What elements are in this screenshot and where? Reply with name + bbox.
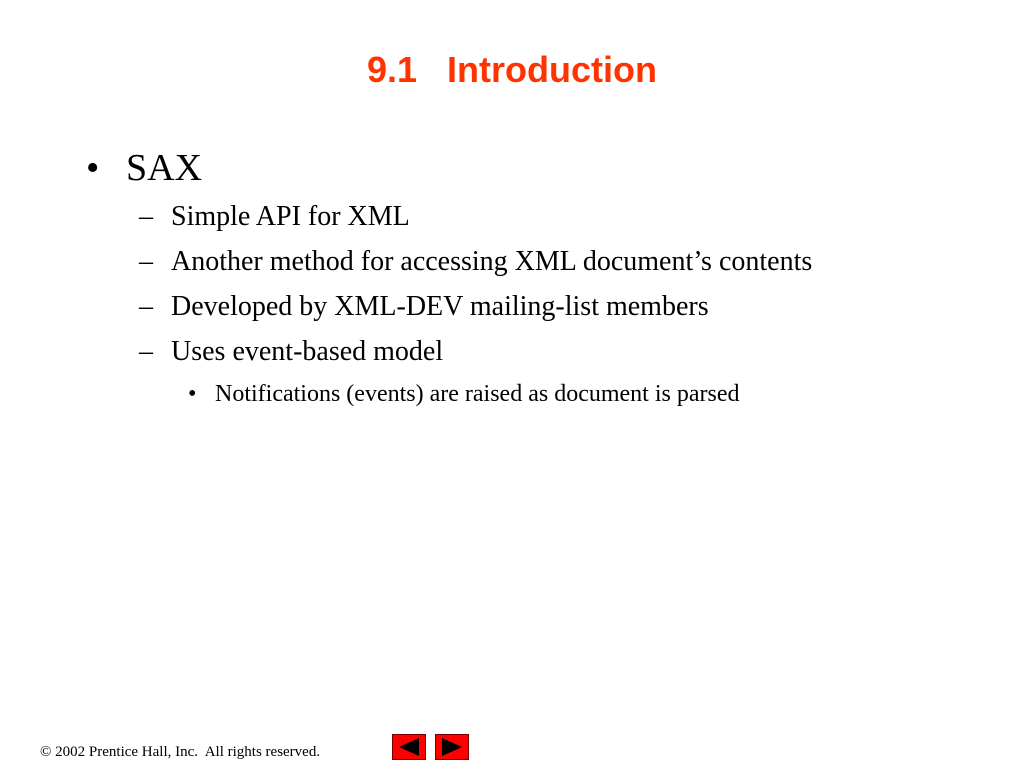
copyright-footer xyxy=(40,742,320,762)
bullet-marker: • xyxy=(86,147,100,189)
bullet-marker: • xyxy=(188,381,197,407)
slide-title: 9.1 Introduction xyxy=(366,49,657,90)
sub-bullet-text: Developed by XML-DEV mailing-list members xyxy=(171,291,709,322)
dash-marker: – xyxy=(139,336,153,367)
sub-bullet-simple-api xyxy=(139,200,410,234)
sub-bullet-event-model xyxy=(139,335,443,369)
next-slide-button[interactable] xyxy=(435,734,469,760)
sub-sub-bullet-text: Notifications (events) are raised as document is parsed xyxy=(215,381,740,407)
copyright-text: 2002 Prentice Hall, Inc. All rights reserved. xyxy=(51,744,321,760)
sub-bullet-another-method xyxy=(139,245,812,279)
dash-marker: – xyxy=(139,201,153,232)
previous-slide-button[interactable] xyxy=(392,734,426,760)
sub-bullet-developed-by xyxy=(139,290,709,324)
dash-marker: – xyxy=(139,246,153,277)
copyright-symbol: © xyxy=(40,744,52,760)
bullet-sax xyxy=(86,146,202,190)
sub-bullet-text: Uses event-based model xyxy=(171,336,444,367)
left-arrow-icon xyxy=(393,735,425,759)
dash-marker: – xyxy=(139,291,153,322)
right-arrow-icon xyxy=(436,735,468,759)
sub-bullet-text: Another method for accessing XML document’s contents xyxy=(171,246,813,277)
sub-bullet-text: Simple API for XML xyxy=(171,201,410,232)
sub-sub-bullet-notifications xyxy=(188,378,739,410)
bullet-text: SAX xyxy=(126,147,203,189)
